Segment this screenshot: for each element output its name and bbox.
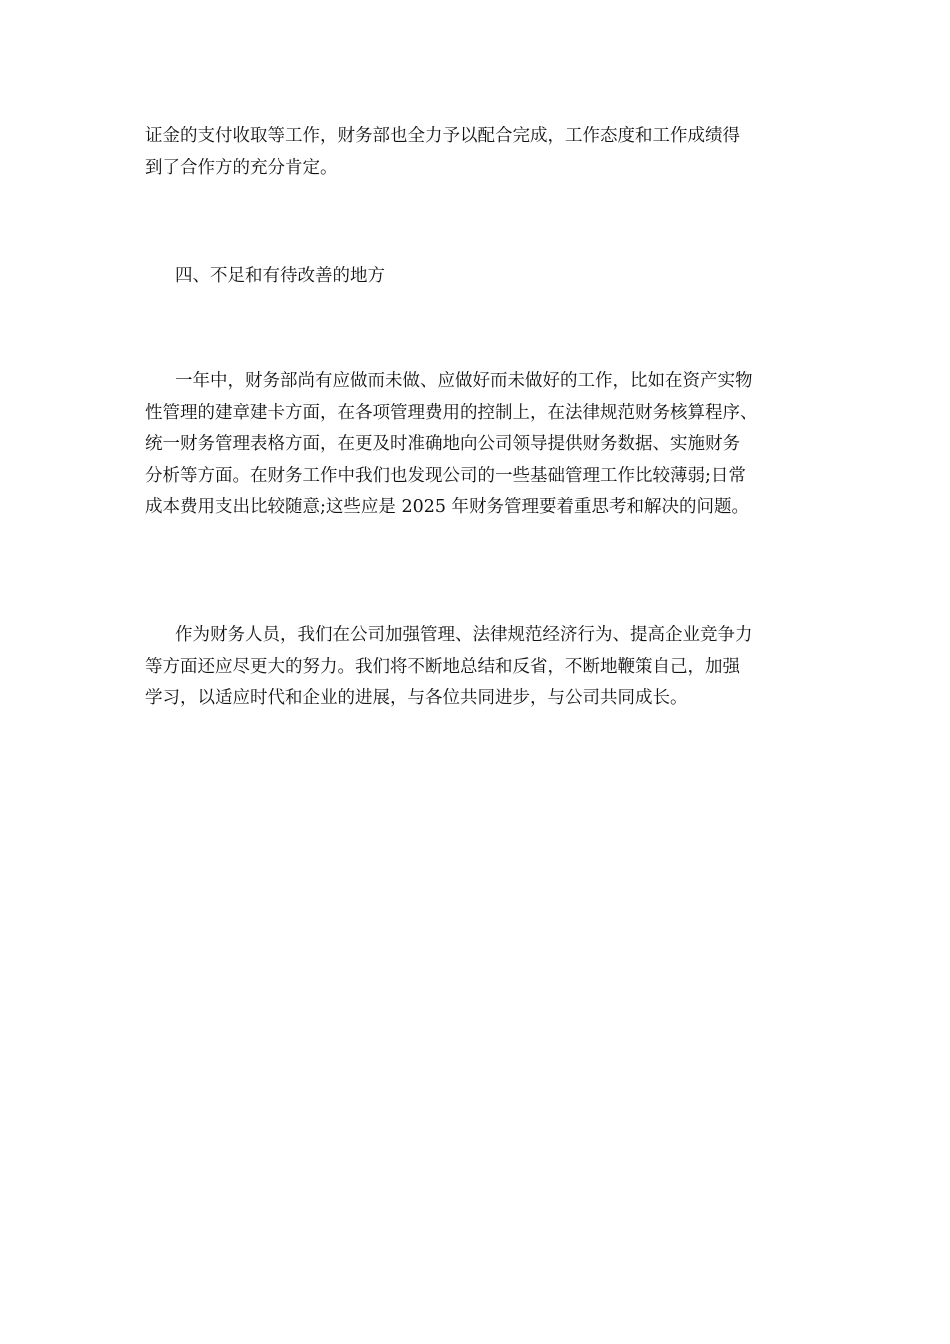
text-line: 到了合作方的充分肯定。 [145,157,338,178]
text-line: 成本费用支出比较随意;这些应是 2025 年财务管理要着重思考和解决的问题。 [145,497,750,517]
paragraph-shortcomings [145,366,810,524]
text-line: 作为财务人员，我们在公司加强管理、法律规范经济行为、提高企业竞争力 [175,625,753,645]
text-line: 一年中，财务部尚有应做而未做、应做好而未做好的工作，比如在资产实物 [175,371,753,391]
text-line: 证金的支付收取等工作，财务部也全力予以配合完成，工作态度和工作成绩得 [145,126,740,146]
section-heading [145,261,810,293]
paragraph-closing [145,620,810,715]
text-line: 学习，以适应时代和企业的进展，与各位共同进步，与公司共同成长。 [145,688,688,708]
text-line: 性管理的建章建卡方面，在各项管理费用的控制上，在法律规范财务核算程序、 [145,402,758,423]
paragraph-continuation [145,121,810,184]
text-line: 分析等方面。在财务工作中我们也发现公司的一些基础管理工作比较薄弱;日常 [145,465,746,486]
section-heading-text: 四、不足和有待改善的地方 [175,266,385,286]
text-line: 统一财务管理表格方面，在更及时准确地向公司领导提供财务数据、实施财务 [145,434,740,454]
text-line: 等方面还应尽更大的努力。我们将不断地总结和反省，不断地鞭策自己，加强 [145,656,740,677]
